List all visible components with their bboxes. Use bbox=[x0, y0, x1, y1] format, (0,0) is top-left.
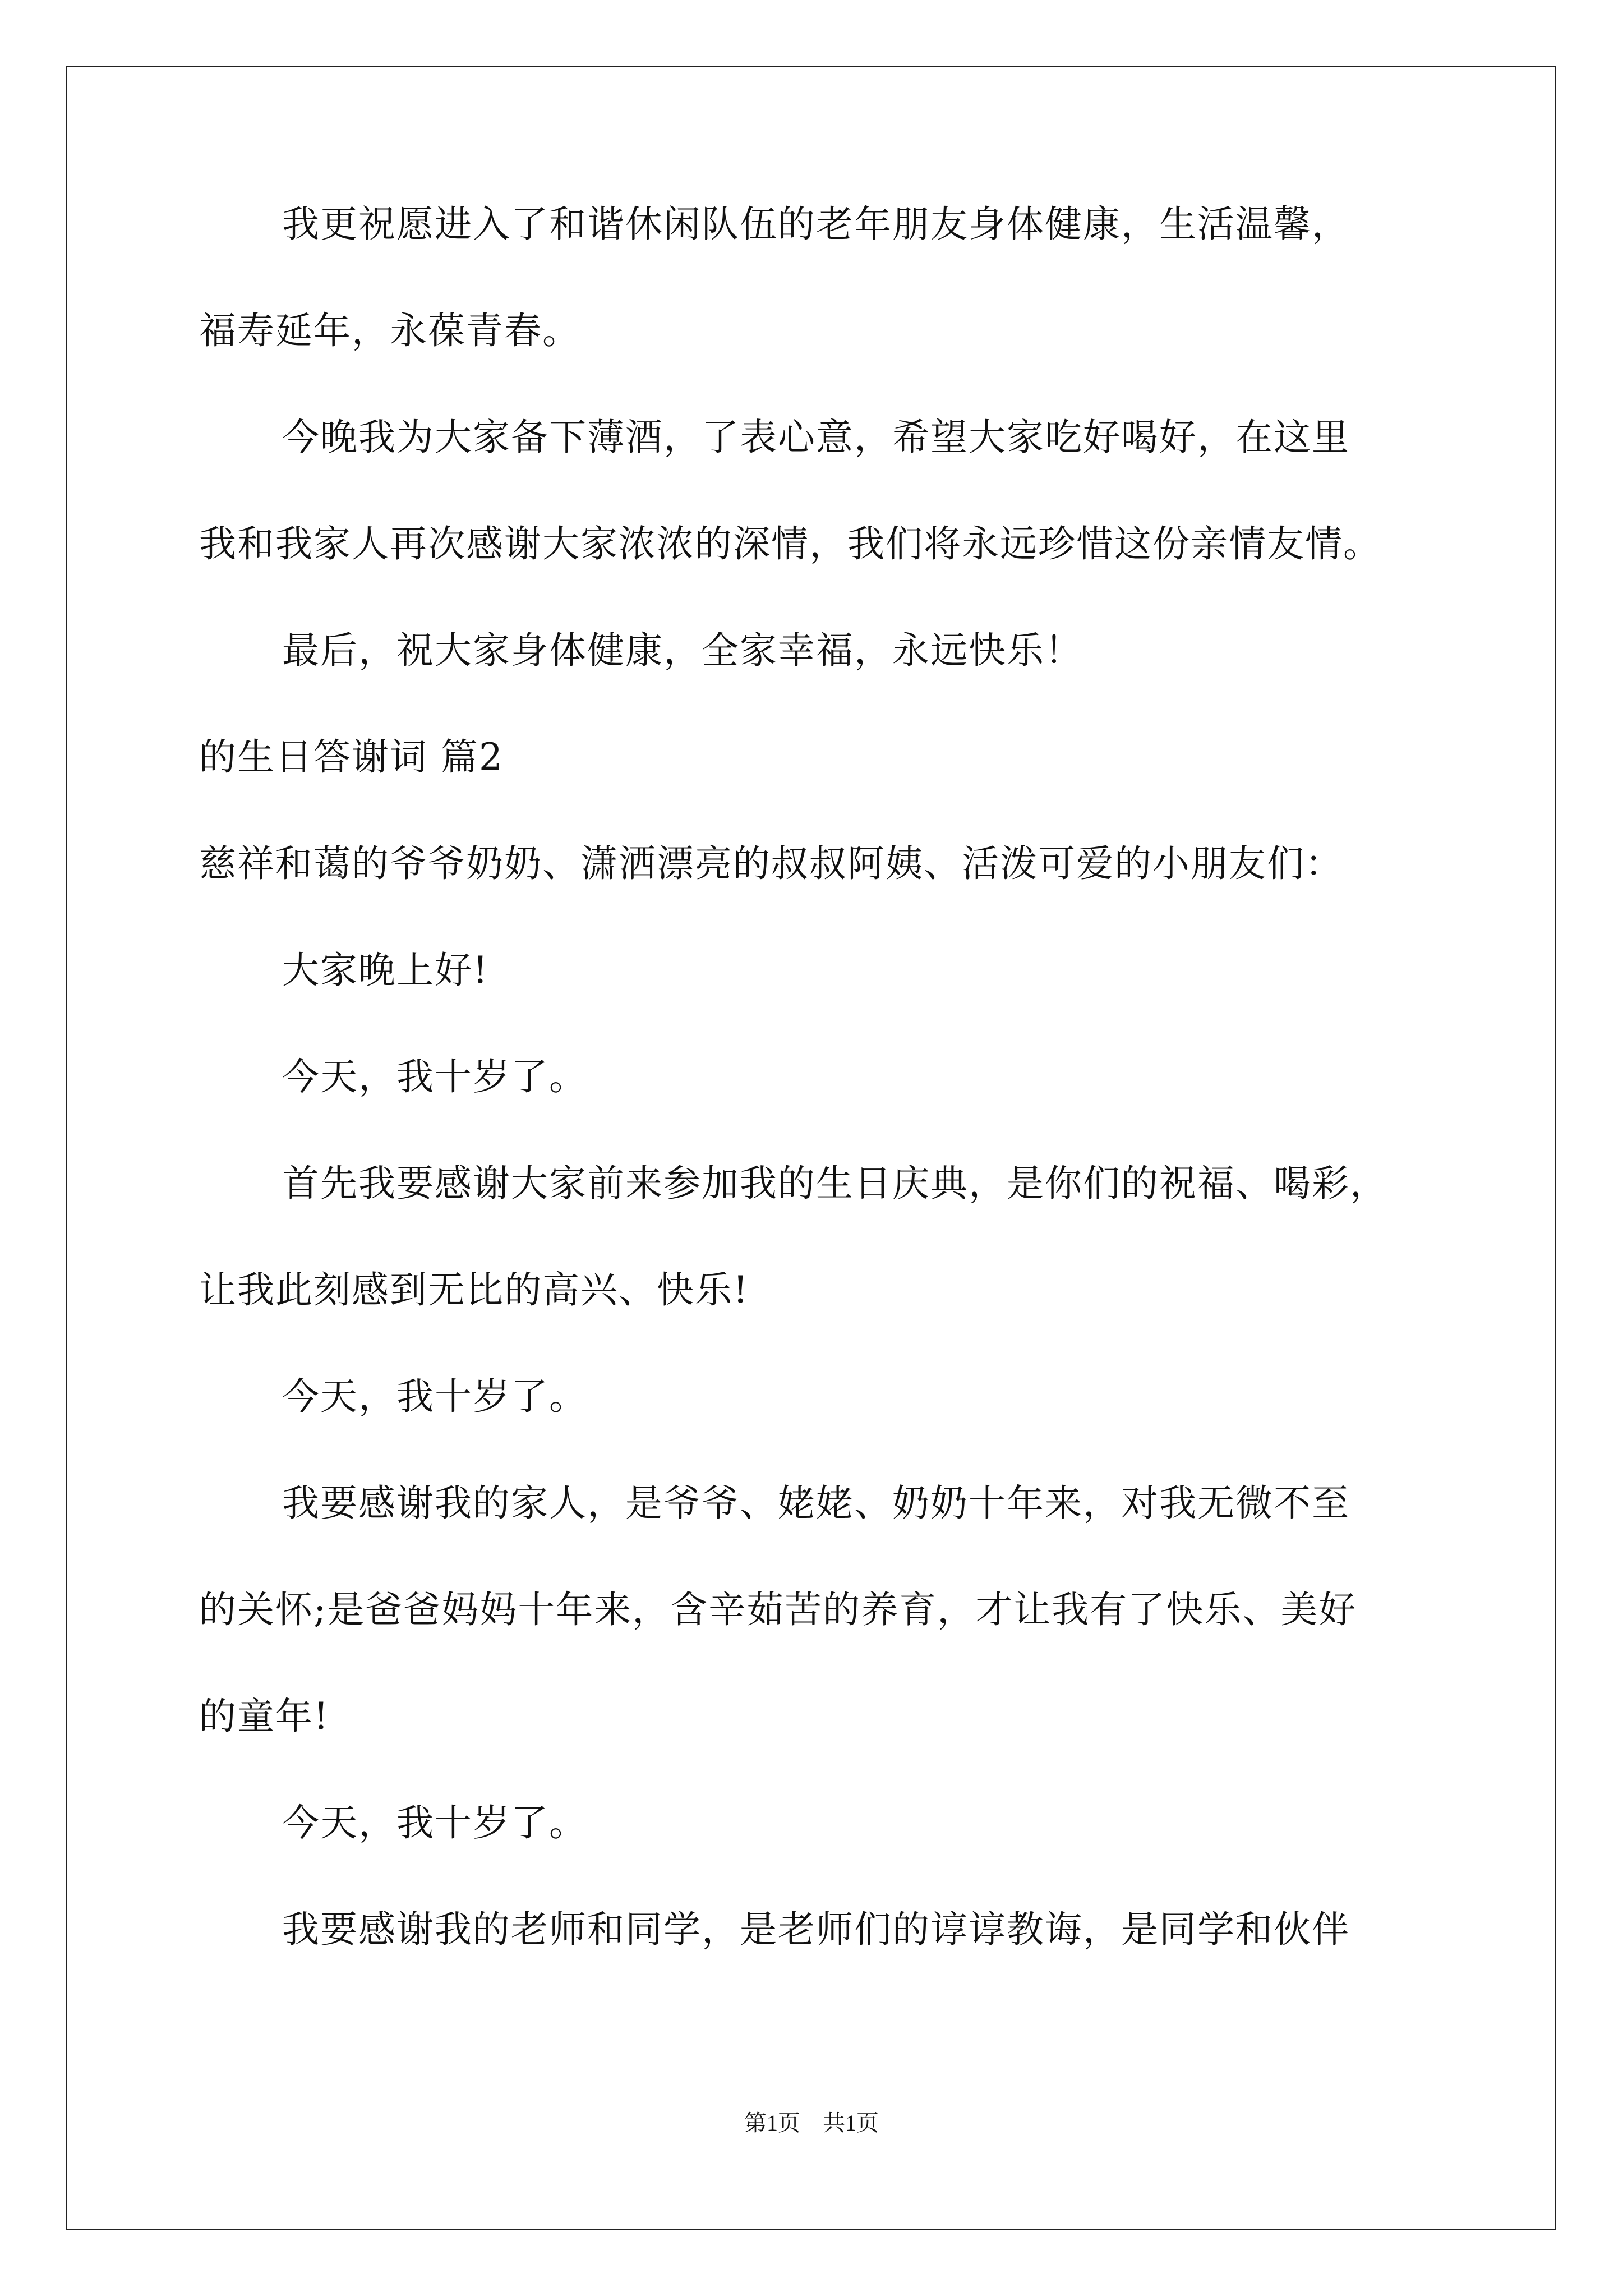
section-heading: 的生日答谢词 篇2 bbox=[199, 735, 504, 779]
page-number-footer: 第1页 共1页 bbox=[744, 2110, 879, 2136]
paragraph-line: 今天，我十岁了。 bbox=[282, 1801, 587, 1844]
paragraph-line: 我要感谢我的家人，是爷爷、姥姥、奶奶十年来，对我无微不至 bbox=[282, 1481, 1350, 1525]
paragraph-line: 的关怀;是爸爸妈妈十年来，含辛茹苦的养育，才让我有了快乐、美好 bbox=[199, 1588, 1357, 1631]
paragraph-line: 我要感谢我的老师和同学，是老师们的谆谆教诲，是同学和伙伴 bbox=[282, 1908, 1350, 1951]
paragraph-line: 今天，我十岁了。 bbox=[282, 1055, 587, 1098]
paragraph-line: 大家晚上好! bbox=[282, 949, 489, 992]
paragraph-line: 最后，祝大家身体健康，全家幸福，永远快乐！ bbox=[282, 629, 1083, 672]
salutation-line: 慈祥和蔼的爷爷奶奶、潇洒漂亮的叔叔阿姨、活泼可爱的小朋友们： bbox=[199, 842, 1343, 885]
paragraph-line: 今天，我十岁了。 bbox=[282, 1375, 587, 1418]
paragraph-line: 我和我家人再次感谢大家浓浓的深情，我们将永远珍惜这份亲情友情。 bbox=[199, 522, 1381, 565]
paragraph-line: 的童年! bbox=[199, 1695, 330, 1738]
paragraph-line: 让我此刻感到无比的高兴、快乐! bbox=[199, 1268, 749, 1312]
paragraph-line: 今晚我为大家备下薄酒，了表心意，希望大家吃好喝好，在这里 bbox=[282, 416, 1350, 459]
paragraph-line: 福寿延年，永葆青春。 bbox=[199, 309, 580, 352]
paragraph-line: 首先我要感谢大家前来参加我的生日庆典，是你们的祝福、喝彩， bbox=[282, 1162, 1388, 1205]
paragraph-line: 我更祝愿进入了和谐休闲队伍的老年朋友身体健康，生活温馨， bbox=[282, 203, 1350, 246]
